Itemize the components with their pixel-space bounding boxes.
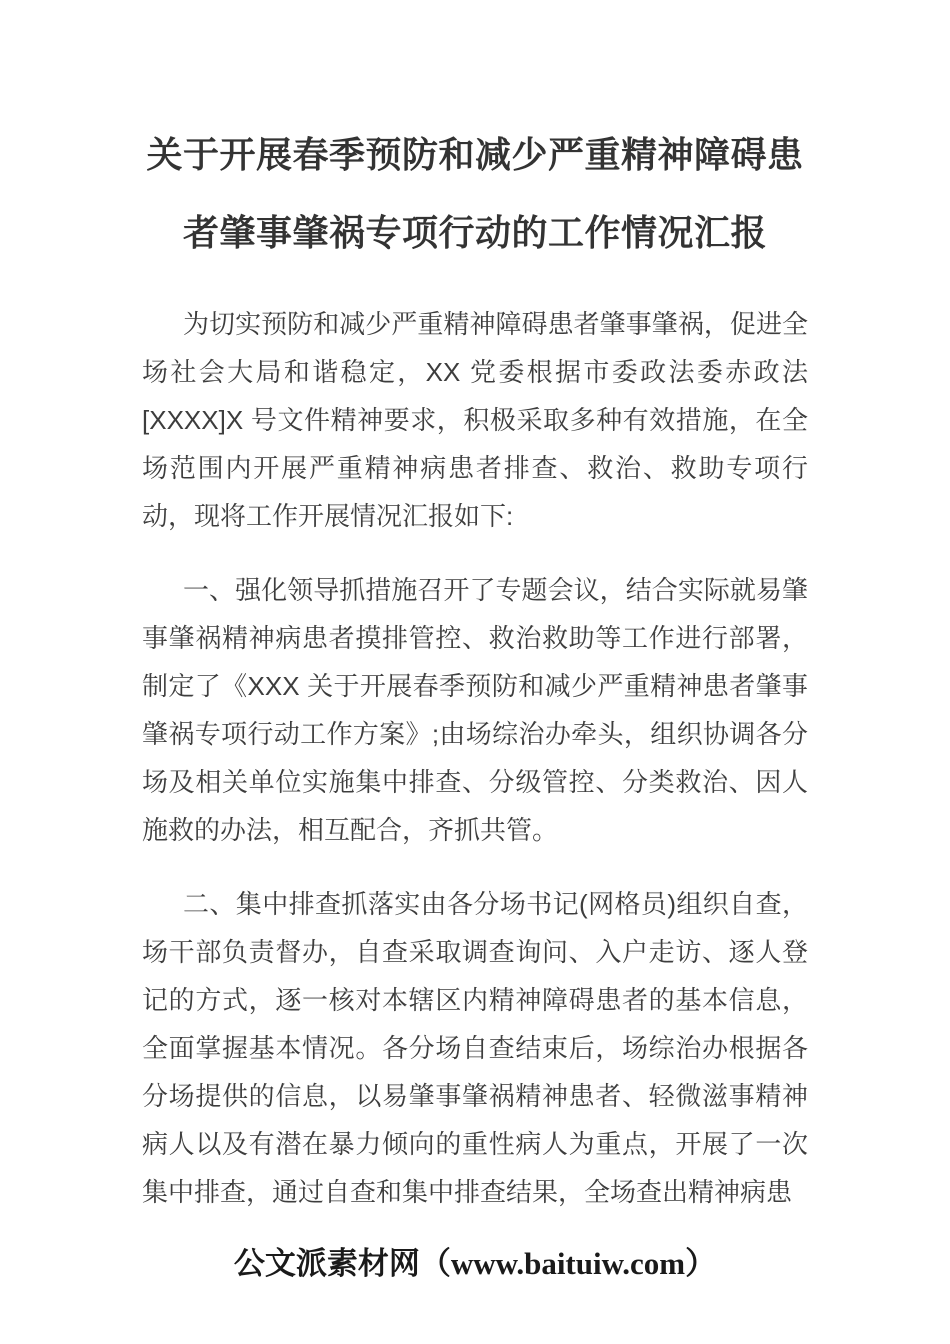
intro-paragraph: 为切实预防和减少严重精神障碍患者肇事肇祸，促进全场社会大局和谐稳定，XX 党委根据市委政法委赤政法[XXXX]X 号文件精神要求，积极采取多种有效措施，在全场范围内开展严重精神病患者排查、救治、救助专项行动，现将工作开展情况汇报如下: [142, 309, 808, 531]
section-2-paragraph: 二、集中排查抓落实由各分场书记(网格员)组织自查，场干部负责督办，自查采取调查询问、入户走访、逐人登记的方式，逐一核对本辖区内精神障碍患者的基本信息，全面掌握基本情况。各分场自查结束后，场综治办根据各分场提供的信息，以易肇事肇祸精神患者、轻微滋事精神病人以及有潜在暴力倾向的重性病人为重点，开展了一次集中排查，通过自查和集中排查结果，全场查出精神病患 [142, 889, 808, 1207]
section-1-paragraph: 一、强化领导抓措施召开了专题会议，结合实际就易肇事肇祸精神病患者摸排管控、救治救助等工作进行部署，制定了《XXX 关于开展春季预防和减少严重精神患者肇事肇祸专项行动工作方案》;由场综治办牵头，组织协调各分场及相关单位实施集中排查、分级管控、分类救治、因人施救的办法，相互配合，齐抓共管。 [142, 575, 808, 845]
document-title: 关于开展春季预防和减少严重精神障碍患者肇事肇祸专项行动的工作情况汇报 [146, 134, 804, 253]
watermark-footer: 公文派素材网（www.baituiw.com） [233, 1246, 717, 1281]
